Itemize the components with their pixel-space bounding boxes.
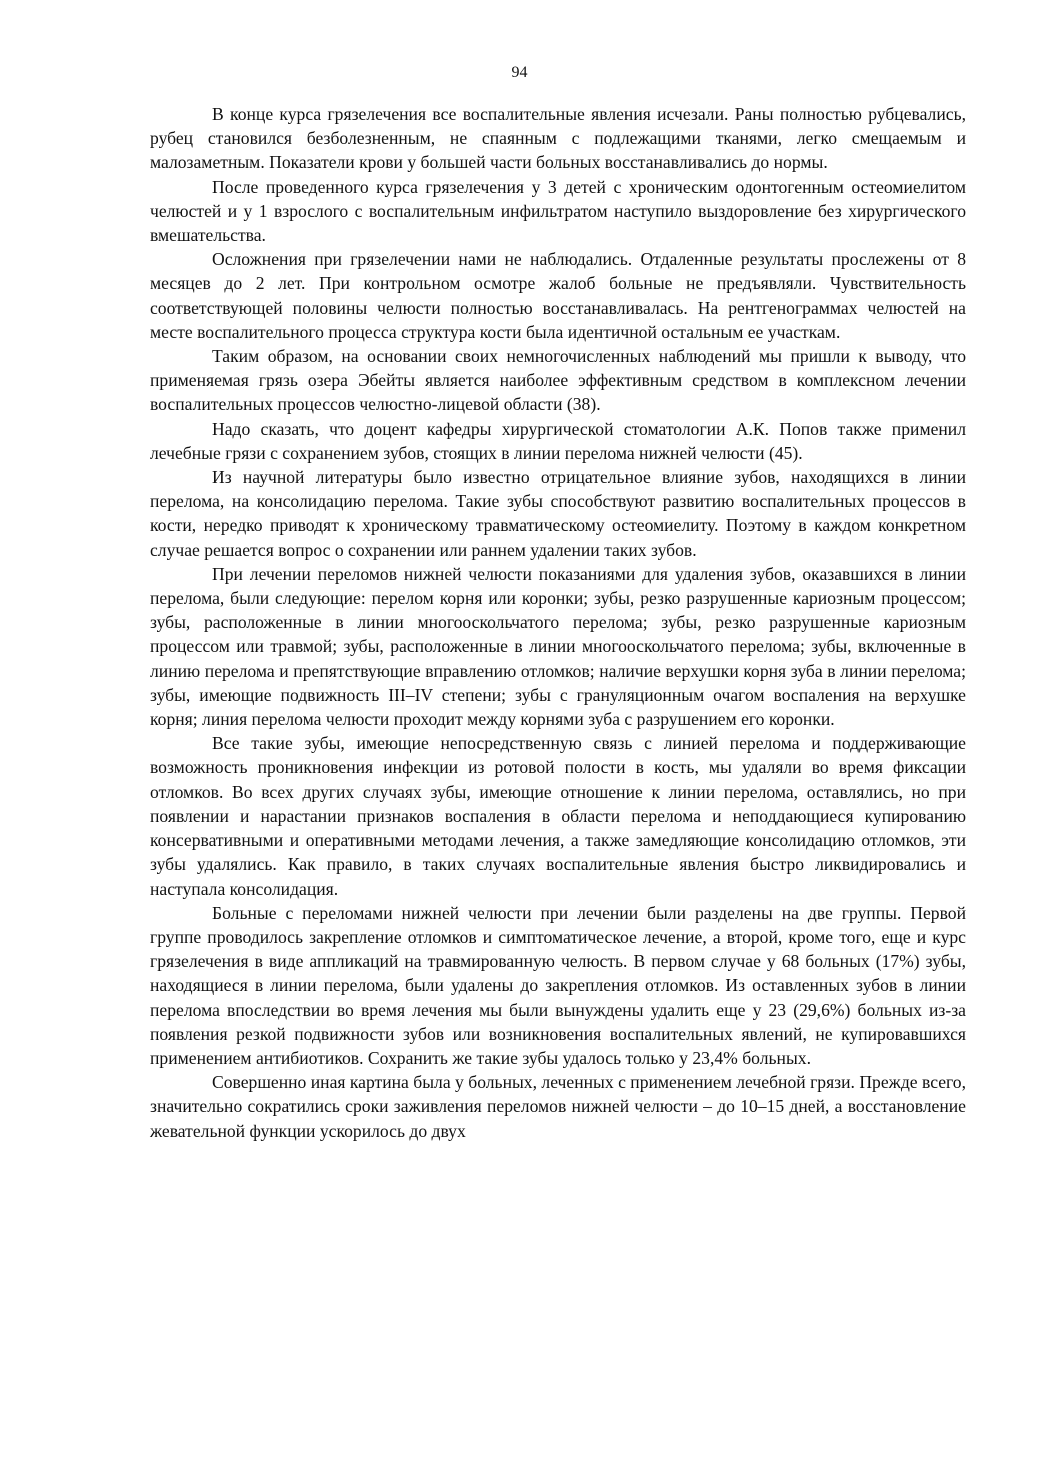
paragraph: После проведенного курса грязелечения у 3 детей с хроническим одонтогенным остеомиелитом челюстей и у 1 взрослого с воспалительным инфильтратом наступило выздоровление без хирургического вмешательства. bbox=[150, 176, 966, 246]
paragraph: Совершенно иная картина была у больных, леченных с применением лечебной грязи. Прежде всего, значительно сократились сроки заживления переломов нижней челюсти – до 10–15 дней, а восстановление жевательной функции ускорилось до двух bbox=[150, 1072, 966, 1141]
page-number: 94 bbox=[511, 64, 528, 81]
paragraph: Из научной литературы было известно отрицательное влияние зубов, находящихся в линии перелома, на консолидацию перелома. Такие зубы способствуют развитию воспалительных процессов в кости, нередко приводят к хроническому травматическому остеомиелиту. Поэтому в каждом конкретном случае решается вопрос о сохранении или раннем удалении таких зубов. bbox=[150, 467, 966, 560]
paragraph: В конце курса грязелечения все воспалительные явления исчезали. Раны полностью рубцевались, рубец становился безболезненным, не спаянным с подлежащими тканями, легко смещаемым и малозаметным. Показатели крови у большей части больных восстанавливались до нормы. bbox=[150, 104, 966, 173]
paragraph: Все такие зубы, имеющие непосредственную связь с линией перелома и поддерживающие возможность проникновения инфекции из ротовой полости в кость, мы удаляли во время фиксации отломков. Во всех других случаях зубы, имеющие отношение к линии перелома, оставлялись, но при появлении и нарастании признаков воспаления в области перелома и неподдающиеся купированию консервативными и оперативными методами лечения, а также замедляющие консолидацию отломков, эти зубы удалялись. Как правило, в таких случаях воспалительные явления быстро ликвидировались и наступала консолидация. bbox=[150, 733, 966, 899]
paragraph: Таким образом, на основании своих немногочисленных наблюдений мы пришли к выводу, что применяемая грязь озера Эбейты является наиболее эффективным средством в комплексном лечении воспалительных процессов челюстно-лицевой области (38). bbox=[150, 346, 966, 415]
paragraph: Надо сказать, что доцент кафедры хирургической стоматологии А.К. Попов также применил лечебные грязи с сохранением зубов, стоящих в линии перелома нижней челюсти (45). bbox=[150, 418, 966, 463]
text-body bbox=[150, 102, 966, 1143]
paragraph: Больные с переломами нижней челюсти при лечении были разделены на две группы. Первой группе проводилось закрепление отломков и симптоматическое лечение, а второй, кроме того, еще и курс грязелечения в виде аппликаций на травмированную челюсть. В первом случае у 68 больных (17%) зубы, находящиеся в линии перелома, были удалены до закрепления отломков. Из оставленных зубов в линии перелома впоследствии во время лечения мы были вынуждены удалить еще у 23 (29,6%) больных из-за появления резкой подвижности зубов или возникновения воспалительных явлений, не купировавшихся применением антибиотиков. Сохранить же такие зубы удалось только у 23,4% больных. bbox=[150, 902, 966, 1068]
paragraph: Осложнения при грязелечении нами не наблюдались. Отдаленные результаты прослежены от 8 месяцев до 2 лет. При контрольном осмотре жалоб больные не предъявляли. Чувствительность соответствующей половины челюсти полностью восстанавливалась. На рентгенограммах челюстей на месте воспалительного процесса структура кости была идентичной остальным ее участкам. bbox=[150, 249, 966, 342]
paragraph: При лечении переломов нижней челюсти показаниями для удаления зубов, оказавшихся в линии перелома, были следующие: перелом корня или коронки; зубы, резко разрушенные кариозным процессом; зубы, расположенные в линии многооскольчатого перелома; зубы, резко разрушенные кариозным процессом или травмой; зубы, расположенные в линии многооскольчатого перелома; зубы, включенные в линию перелома и препятствующие вправлению отломков; наличие верхушки корня зуба в линии перелома; зубы, имеющие подвижность III–IV степени; зубы с грануляционным очагом воспаления на верхушке корня; линия перелома челюсти проходит между корнями зуба с разрушением его коронки. bbox=[150, 563, 966, 730]
